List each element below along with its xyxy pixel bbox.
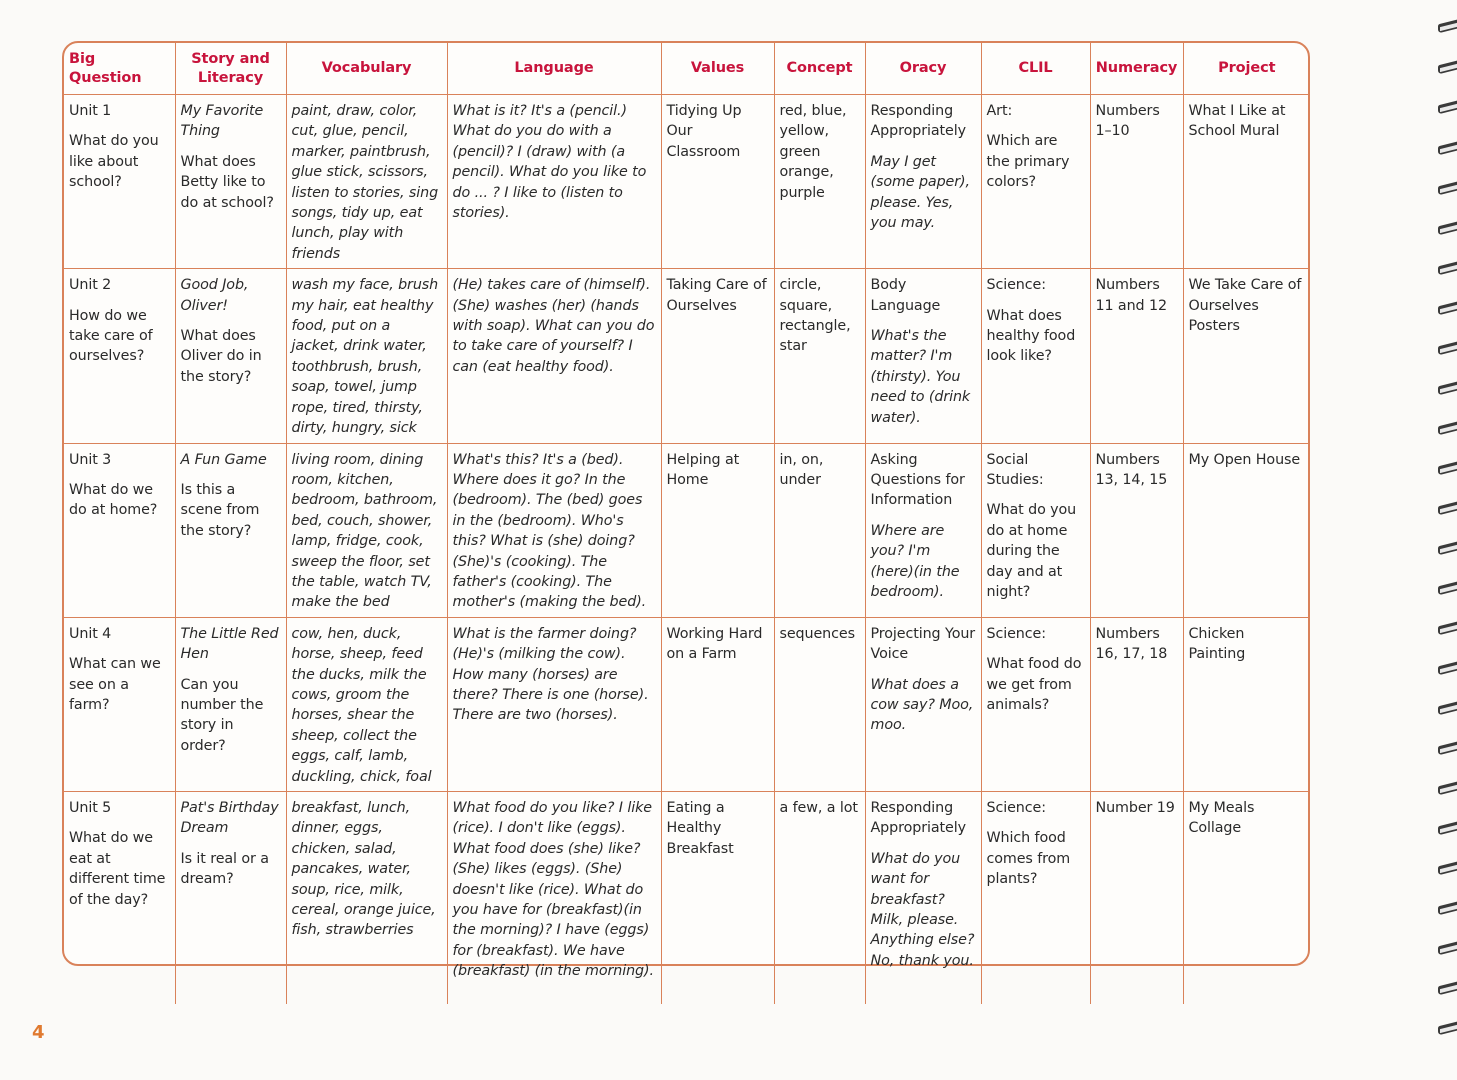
- numeracy-cell: Numbers 1–10: [1090, 95, 1183, 269]
- values-cell: Helping at Home: [661, 443, 774, 617]
- numeracy-cell: Numbers 11 and 12: [1090, 269, 1183, 443]
- clil-subject: Science:: [986, 277, 1046, 294]
- clil-question: What do you do at home during the day and at night?: [986, 502, 1077, 600]
- story-question: What does Oliver do in the story?: [180, 328, 262, 385]
- spiral-ring: [1436, 782, 1457, 798]
- story-question: Can you number the story in order?: [180, 676, 264, 754]
- spiral-ring: [1436, 542, 1457, 558]
- table-row: [64, 792, 1310, 1004]
- spiral-ring: [1436, 182, 1457, 198]
- unit-label: Unit 1: [69, 103, 112, 119]
- header-clil: CLIL: [981, 43, 1090, 95]
- header-oracy: Oracy: [865, 43, 981, 95]
- big-question-cell: [64, 269, 175, 443]
- clil-cell: [981, 792, 1090, 1004]
- project-cell: We Take Care of Ourselves Posters: [1183, 269, 1310, 443]
- clil-subject: Science:: [986, 625, 1046, 642]
- story-title: A Fun Game: [180, 451, 267, 468]
- clil-cell: [981, 617, 1090, 791]
- table-row: [64, 95, 1310, 269]
- header-project: Project: [1183, 43, 1310, 95]
- big-question-text: What do we do at home?: [69, 481, 158, 519]
- header-values: Values: [661, 43, 774, 95]
- spiral-ring: [1436, 262, 1457, 278]
- header-big-question: Big Question: [64, 43, 175, 95]
- story-cell: [175, 443, 286, 617]
- spiral-ring: [1436, 20, 1457, 36]
- spiral-ring: [1436, 342, 1457, 358]
- language-cell: What's this? It's a (bed). Where does it go? In the (bedroom). The (bed) goes in the (bedroom). Who's this? What is (she) doing? (She)'s (cooking). The father's (cooking). The mother's (making the bed).: [447, 443, 661, 617]
- values-cell: Working Hard on a Farm: [661, 617, 774, 791]
- story-title: My Favorite Thing: [180, 103, 264, 140]
- big-question-text: What do we eat at different time of the day?: [69, 830, 166, 908]
- unit-label: Unit 2: [69, 277, 112, 294]
- clil-cell: [981, 269, 1090, 443]
- concept-cell: red, blue, yellow, green orange, purple: [774, 95, 865, 269]
- concept-cell: a few, a lot: [774, 792, 865, 1004]
- spiral-ring: [1436, 582, 1457, 598]
- values-cell: Taking Care of Ourselves: [661, 269, 774, 443]
- spiral-ring: [1436, 142, 1457, 158]
- oracy-example: What's the matter? I'm (thirsty). You need to (drink water).: [870, 328, 971, 426]
- clil-cell: [981, 443, 1090, 617]
- story-title: Good Job, Oliver!: [180, 277, 249, 314]
- story-question: What does Betty like to do at school?: [180, 153, 274, 211]
- language-cell: (He) takes care of (himself). (She) washes (her) (hands with soap). What can you do to take care of yourself? I can (eat healthy food).: [447, 269, 661, 443]
- header-story-literacy: Story and Literacy: [175, 43, 286, 95]
- project-cell: My Open House: [1183, 443, 1310, 617]
- values-cell: Eating a Healthy Breakfast: [661, 792, 774, 1004]
- story-cell: [175, 617, 286, 791]
- clil-question: What food do we get from animals?: [986, 656, 1082, 713]
- curriculum-table-frame: [62, 41, 1310, 980]
- clil-subject: Science:: [986, 800, 1046, 816]
- table-row: [64, 617, 1310, 791]
- big-question-text: What can we see on a farm?: [69, 656, 161, 713]
- project-cell: My Meals Collage: [1183, 792, 1310, 1004]
- big-question-cell: [64, 617, 175, 791]
- header-numeracy: Numeracy: [1090, 43, 1183, 95]
- page-number: 4: [32, 1022, 45, 1043]
- oracy-example: What does a cow say? Moo, moo.: [870, 676, 974, 734]
- oracy-cell: [865, 792, 981, 1004]
- concept-cell: circle, square, rectangle, star: [774, 269, 865, 443]
- oracy-title: Asking Questions for Information: [870, 451, 965, 509]
- language-cell: What food do you like? I like (rice). I don't like (eggs). What food does (she) like? (She) likes (eggs). (She) doesn't like (rice). What do you have for (breakfast)(in the morning)? I have (eggs) for (breakfast). We have (breakfast) (in the morning).: [447, 792, 661, 1004]
- spiral-ring: [1436, 302, 1457, 318]
- story-cell: [175, 95, 286, 269]
- curriculum-table: [64, 43, 1310, 1004]
- oracy-title: Responding Appropriately: [870, 800, 966, 837]
- big-question-cell: [64, 95, 175, 269]
- unit-label: Unit 4: [69, 625, 112, 642]
- big-question-text: How do we take care of ourselves?: [69, 307, 153, 365]
- header-vocabulary: Vocabulary: [286, 43, 447, 95]
- spiral-ring: [1436, 502, 1457, 518]
- vocabulary-cell: wash my face, brush my hair, eat healthy food, put on a jacket, drink water, toothbrush, brush, soap, towel, jump rope, tired, thirsty, dirty, hungry, sick: [286, 269, 447, 443]
- oracy-cell: [865, 269, 981, 443]
- spiral-ring: [1436, 462, 1457, 478]
- big-question-text: What do you like about school?: [69, 133, 159, 191]
- spiral-ring: [1436, 742, 1457, 758]
- clil-subject: Art:: [986, 103, 1013, 119]
- oracy-title: Projecting Your Voice: [870, 625, 976, 663]
- header-concept: Concept: [774, 43, 865, 95]
- clil-cell: [981, 95, 1090, 269]
- big-question-cell: [64, 792, 175, 1004]
- spiral-ring: [1436, 982, 1457, 998]
- language-cell: What is it? It's a (pencil.) What do you do with a (pencil)? I (draw) with (a pencil). What do you like to do ... ? I like to (listen to stories).: [447, 95, 661, 269]
- spiral-ring: [1436, 1022, 1457, 1038]
- spiral-ring: [1436, 422, 1457, 438]
- story-cell: [175, 792, 286, 1004]
- unit-label: Unit 5: [69, 800, 112, 816]
- clil-question: Which food comes from plants?: [986, 830, 1071, 888]
- spiral-ring: [1436, 662, 1457, 678]
- story-question: Is this a scene from the story?: [180, 481, 260, 539]
- oracy-cell: [865, 617, 981, 791]
- project-cell: What I Like at School Mural: [1183, 95, 1310, 269]
- numeracy-cell: Number 19: [1090, 792, 1183, 1004]
- oracy-example: What do you want for breakfast? Milk, please. Anything else? No, thank you.: [870, 850, 975, 969]
- header-row: [64, 43, 1310, 95]
- header-language: Language: [447, 43, 661, 95]
- language-cell: What is the farmer doing? (He)'s (milking the cow). How many (horses) are there? There is one (horse). There are two (horses).: [447, 617, 661, 791]
- numeracy-cell: Numbers 13, 14, 15: [1090, 443, 1183, 617]
- oracy-title: Body Language: [870, 277, 941, 314]
- oracy-example: Where are you? I'm (here)(in the bedroom).: [870, 522, 960, 600]
- spiral-ring: [1436, 61, 1457, 77]
- story-question: Is it real or a dream?: [180, 850, 269, 888]
- spiral-ring: [1436, 222, 1457, 238]
- big-question-cell: [64, 443, 175, 617]
- vocabulary-cell: paint, draw, color, cut, glue, pencil, marker, paintbrush, glue stick, scissors, listen to stories, sing songs, tidy up, eat lunch, play with friends: [286, 95, 447, 269]
- story-title: Pat's Birthday Dream: [180, 800, 279, 837]
- oracy-example: May I get (some paper), please. Yes, you may.: [870, 153, 970, 232]
- table-row: [64, 269, 1310, 443]
- vocabulary-cell: living room, dining room, kitchen, bedroom, bathroom, bed, couch, shower, lamp, fridge, cook, sweep the floor, set the table, watch TV, make the bed: [286, 443, 447, 617]
- spiral-ring: [1436, 822, 1457, 838]
- project-cell: Chicken Painting: [1183, 617, 1310, 791]
- clil-question: Which are the primary colors?: [986, 133, 1070, 191]
- spiral-ring: [1436, 382, 1457, 398]
- story-cell: [175, 269, 286, 443]
- oracy-cell: [865, 95, 981, 269]
- concept-cell: in, on, under: [774, 443, 865, 617]
- spiral-ring: [1436, 902, 1457, 918]
- spiral-ring: [1436, 101, 1457, 117]
- unit-label: Unit 3: [69, 451, 112, 468]
- numeracy-cell: Numbers 16, 17, 18: [1090, 617, 1183, 791]
- oracy-cell: [865, 443, 981, 617]
- oracy-title: Responding Appropriately: [870, 103, 966, 140]
- spiral-ring: [1436, 702, 1457, 718]
- clil-question: What does healthy food look like?: [986, 307, 1076, 365]
- spiral-ring: [1436, 862, 1457, 878]
- table-row: [64, 443, 1310, 617]
- clil-subject: Social Studies:: [986, 451, 1044, 488]
- values-cell: Tidying Up Our Classroom: [661, 95, 774, 269]
- vocabulary-cell: breakfast, lunch, dinner, eggs, chicken, salad, pancakes, water, soup, rice, milk, cereal, orange juice, fish, strawberries: [286, 792, 447, 1004]
- spiral-ring: [1436, 622, 1457, 638]
- concept-cell: sequences: [774, 617, 865, 791]
- spiral-ring: [1436, 942, 1457, 958]
- vocabulary-cell: cow, hen, duck, horse, sheep, feed the ducks, milk the cows, groom the horses, shear the sheep, collect the eggs, calf, lamb, duckling, chick, foal: [286, 617, 447, 791]
- story-title: The Little Red Hen: [180, 625, 279, 663]
